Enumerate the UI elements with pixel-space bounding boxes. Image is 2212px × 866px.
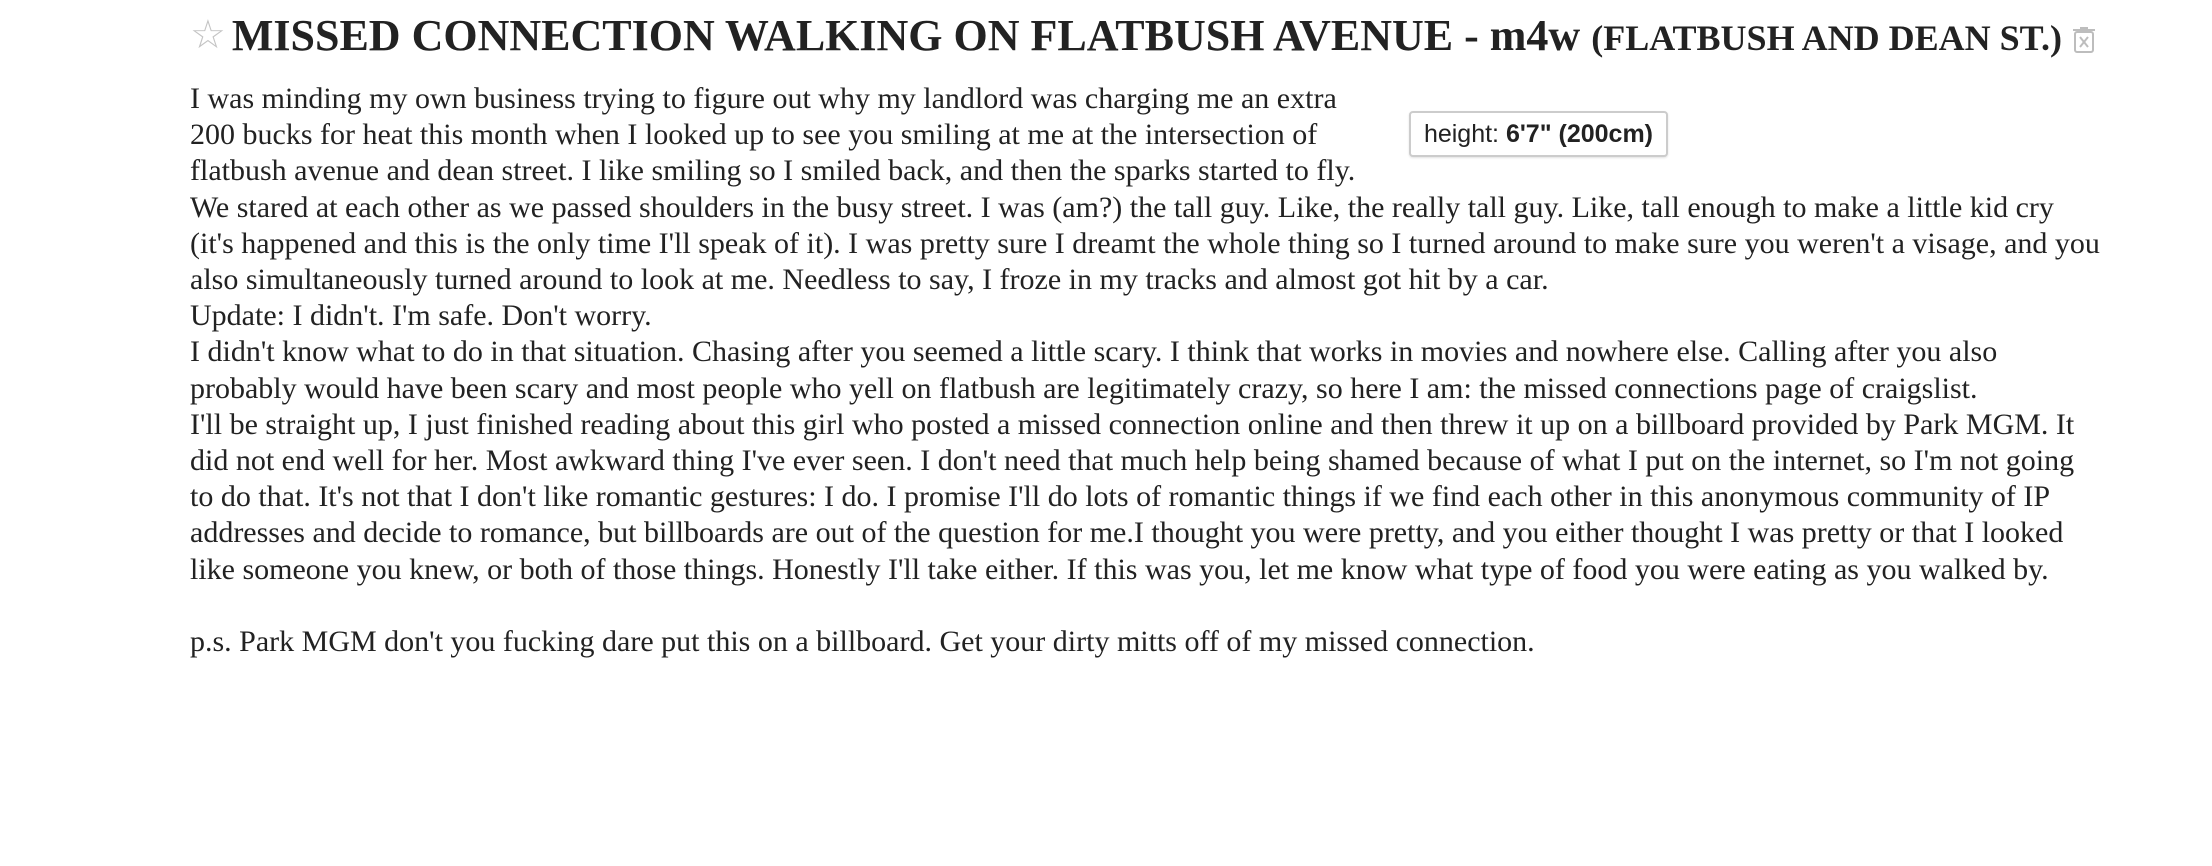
posting-category: m4w bbox=[1489, 11, 1581, 60]
star-icon[interactable]: ☆ bbox=[190, 12, 226, 57]
posting-location: (FLATBUSH AND DEAN ST.) bbox=[1591, 18, 2062, 58]
body-paragraph-1: I was minding my own business trying to figure out why my landlord was charging me an extra 200 bucks for heat this month when I looked up to see you smiling at me at the intersection of flatbush avenue and dean street. I like smiling so I smiled back, and then the sparks started to fly. We stared at each other as we passed shoulders in the busy street. I was (am?) the tall guy. Like, the really tall guy. Like, tall enough to make a little kid cry (it's happened and this is the only time I'll speak of it). I was pretty sure I dreamt the whole thing so I turned around to make sure you weren't a visage, and you also simultaneously turned around to look at me. Needless to say, I froze in my tracks and almost got hit by a car. bbox=[190, 82, 2100, 297]
body-paragraph-4: I'll be straight up, I just finished reading about this girl who posted a missed connection online and then threw it up on a billboard provided by Park MGM. It did not end well for her. Most awkward thing I've ever seen. I don't need that much help being shamed because of what I put on the internet, so I'm not going to do that. It's not that I don't like romantic gestures: I do. I promise I'll do lots of romantic things if we find each other in this anonymous community of IP addresses and decide to romance, but billboards are out of the question for me.I thought you were pretty, and you either thought I was pretty or that I looked like someone you knew, or both of those things. Honestly I'll take either. If this was you, let me know what type of food you were eating as you walked by. bbox=[190, 407, 2075, 586]
posting-title bbox=[190, 0, 2100, 71]
body-paragraph-2: Update: I didn't. I'm safe. Don't worry. bbox=[190, 299, 652, 333]
posting-title-text: MISSED CONNECTION WALKING ON FLATBUSH AVENUE bbox=[231, 11, 1454, 60]
hide-posting-icon[interactable] bbox=[2072, 7, 2096, 35]
attribute-group bbox=[1409, 111, 1668, 157]
height-label: height: bbox=[1423, 120, 1506, 148]
posting-body bbox=[190, 81, 2100, 660]
height-value: 6'7" (200cm) bbox=[1505, 120, 1653, 148]
body-paragraph-3: I didn't know what to do in that situation. Chasing after you seemed a little scary. I think that works in movies and nowhere else. Calling after you also probably would have been scary and most people who yell on flatbush are legitimately crazy, so here I am: the missed connections page of craigslist. bbox=[190, 335, 1998, 405]
body-paragraph-5: p.s. Park MGM don't you fucking dare put this on a billboard. Get your dirty mitts off of my missed connection. bbox=[190, 624, 1535, 658]
posting bbox=[190, 0, 2100, 660]
paragraph-gap bbox=[190, 588, 2100, 624]
title-separator: - bbox=[1453, 11, 1490, 60]
